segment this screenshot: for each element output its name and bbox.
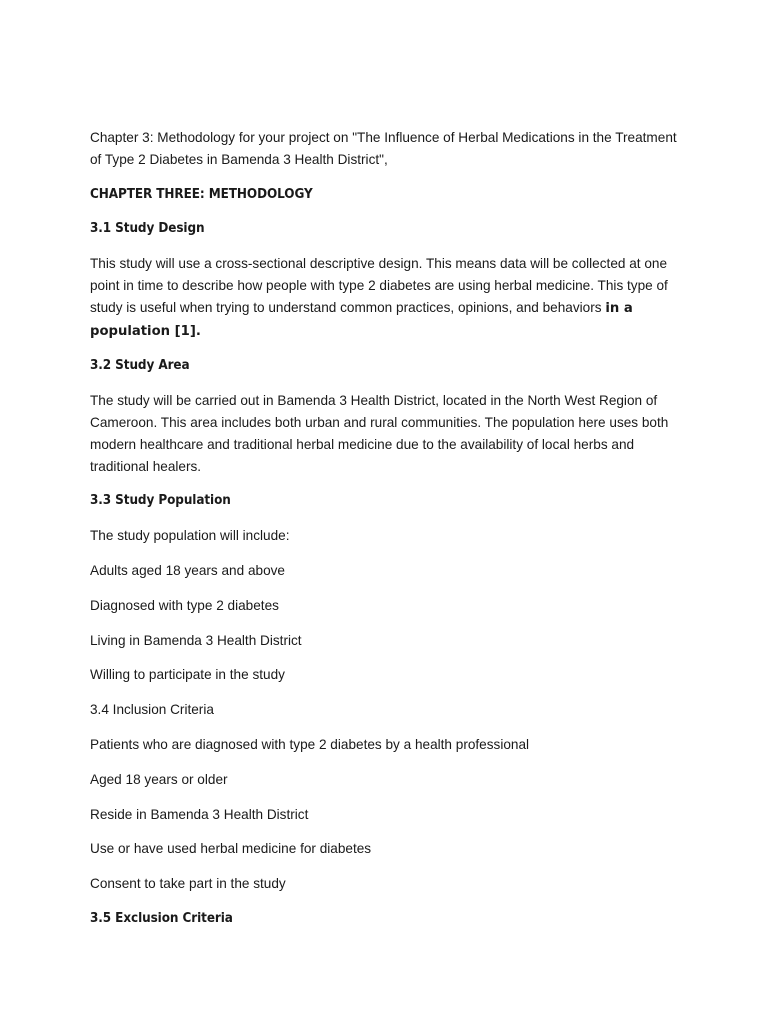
section-3-1-paragraph [90,253,680,342]
section-3-1-citation: in a population [1]. [90,300,633,339]
population-item: Adults aged 18 years and above [90,562,285,578]
section-3-4-heading: 3.4 Inclusion Criteria [90,702,214,718]
inclusion-item: Reside in Bamenda 3 Health District [90,806,309,822]
inclusion-item: Aged 18 years or older [90,771,228,787]
intro-paragraph: Chapter 3: Methodology for your project on "The Influence of Herbal Medications in the Treatment of Type 2 Diabetes in Bamenda 3 Health District", [90,130,677,167]
document-body [90,127,680,943]
section-3-3-intro: The study population will include: [90,528,290,544]
section-3-5-heading: 3.5 Exclusion Criteria [90,910,233,926]
population-item: Willing to participate in the study [90,667,285,683]
section-3-2-heading: 3.2 Study Area [90,358,190,374]
section-3-2-paragraph: The study will be carried out in Bamenda 3 Health District, located in the North West Region of Cameroon. This area includes both urban and rural communities. The population here uses both modern healthcare and traditional herbal medicine due to the availability of local herbs and traditional healers. [90,393,669,474]
population-item: Diagnosed with type 2 diabetes [90,597,279,613]
inclusion-item: Patients who are diagnosed with type 2 diabetes by a health professional [90,736,530,752]
section-3-1-body-text: This study will use a cross-sectional descriptive design. This means data will be collected at one point in time to describe how people with type 2 diabetes are using herbal medicine. This type of study is useful when trying to understand common practices, opinions, and behaviors [90,256,668,315]
chapter-title: CHAPTER THREE: METHODOLOGY [90,186,313,202]
section-3-1-heading: 3.1 Study Design [90,221,205,237]
population-item: Living in Bamenda 3 Health District [90,632,302,648]
section-3-3-heading: 3.3 Study Population [90,493,231,509]
inclusion-item: Use or have used herbal medicine for diabetes [90,841,372,857]
inclusion-item: Consent to take part in the study [90,876,286,892]
